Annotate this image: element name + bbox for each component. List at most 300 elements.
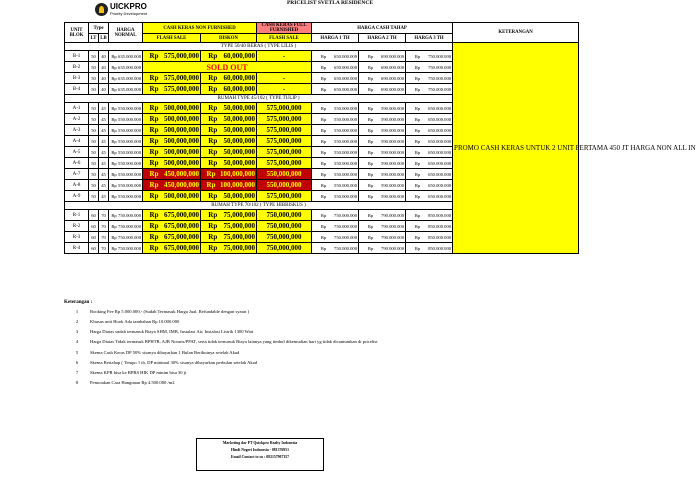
flash-sale-cell-value: 500,000,000 <box>164 126 200 134</box>
note-item <box>64 319 524 324</box>
currency-label: Rp <box>414 182 421 188</box>
diskon-cell-value: 75,000,000 <box>223 211 256 219</box>
currency-label: Rp <box>414 149 421 155</box>
flash-sale-cell <box>143 191 201 202</box>
cash-3th-cell <box>406 158 453 169</box>
lt-cell: 50 <box>89 62 99 73</box>
currency-label: Rp <box>208 52 218 60</box>
contact-line-1: Marketing dar PT Quickpro Realty Indonesia <box>222 441 298 445</box>
cash-1th-cell-value: 650.000.000 <box>334 75 358 81</box>
lt-cell: 60 <box>89 221 99 232</box>
flash-sale-cell <box>143 158 201 169</box>
diskon-cell <box>201 232 257 243</box>
diskon-cell <box>201 84 257 95</box>
cash-2th-cell <box>359 51 406 62</box>
cash-3th-cell <box>406 51 453 62</box>
cash-2th-cell <box>359 73 406 84</box>
col-harga-cash-tahap: HARGA CASH TAHAP <box>312 23 453 34</box>
col-keterangan: KETERANGAN <box>453 23 579 43</box>
cash-1th-cell <box>312 169 359 180</box>
lt-cell: 50 <box>89 103 99 114</box>
currency-label: Rp <box>208 104 218 112</box>
full-furnished-cell: 550,000,000 <box>257 169 312 180</box>
currency-label: Rp <box>111 234 117 240</box>
currency-label: Rp <box>320 160 327 166</box>
cash-1th-cell-value: 750.000.000 <box>334 223 358 229</box>
diskon-cell-value: 50,000,000 <box>223 104 256 112</box>
cash-3th-cell <box>406 210 453 221</box>
cash-3th-cell-value: 850.000.000 <box>428 212 452 218</box>
currency-label: Rp <box>320 223 327 229</box>
currency-label: Rp <box>367 75 374 81</box>
unit-cell: A-4 <box>65 136 89 147</box>
note-text: Skema KPR bisa ke BPRS HIK DP minim bisa 30 jt <box>90 370 187 375</box>
lt-cell: 50 <box>89 191 99 202</box>
currency-label: Rp <box>414 105 421 111</box>
diskon-cell <box>201 147 257 158</box>
currency-label: Rp <box>111 105 117 111</box>
currency-label: Rp <box>414 234 421 240</box>
diskon-cell-value: 75,000,000 <box>223 233 256 241</box>
unit-cell: A-7 <box>65 169 89 180</box>
cash-3th-cell-value: 650.000.000 <box>428 171 452 177</box>
currency-label: Rp <box>367 171 374 177</box>
contact-line-2: Hindi Negeri Indonesia - 081376951 <box>230 448 289 452</box>
flash-sale-cell <box>143 221 201 232</box>
normal-price-cell-value: 750.000.000 <box>118 234 142 240</box>
currency-label: Rp <box>367 127 374 133</box>
currency-label: Rp <box>367 234 374 240</box>
normal-price-cell-value: 635.000.000 <box>118 64 142 70</box>
currency-label: Rp <box>111 138 117 144</box>
flash-sale-cell <box>143 180 201 191</box>
cash-3th-cell <box>406 62 453 73</box>
full-furnished-cell: 575,000,000 <box>257 103 312 114</box>
col-lb: LB <box>100 35 107 41</box>
contact-line-3: Email Contact to us : 082157907357 <box>230 455 290 459</box>
currency-label: Rp <box>111 116 117 122</box>
cash-3th-cell-value: 650.000.000 <box>428 127 452 133</box>
lt-cell: 50 <box>89 180 99 191</box>
cash-1th-cell <box>312 114 359 125</box>
lb-cell: 40 <box>99 73 109 84</box>
cash-3th-cell-value: 750.000.000 <box>428 86 452 92</box>
diskon-cell <box>201 51 257 62</box>
notes <box>64 300 524 390</box>
currency-label: Rp <box>208 222 218 230</box>
note-number: 3 <box>75 329 79 334</box>
currency-label: Rp <box>414 86 421 92</box>
currency-label: Rp <box>320 245 327 251</box>
flash-sale-cell <box>143 84 201 95</box>
currency-label: Rp <box>111 223 117 229</box>
full-furnished-cell: 750,000,000 <box>257 210 312 221</box>
cash-2th-cell-value: 690.000.000 <box>381 53 405 59</box>
unit-cell: B-4 <box>65 84 89 95</box>
cash-1th-cell <box>312 158 359 169</box>
pricelist-table <box>64 22 696 254</box>
flash-sale-cell <box>143 125 201 136</box>
cash-3th-cell-value: 650.000.000 <box>428 105 452 111</box>
cash-3th-cell-value: 750.000.000 <box>428 64 452 70</box>
currency-label: Rp <box>320 127 327 133</box>
note-text: Booking Fee Rp 5.000.000,- (Sudah Termasuk Harga Jual, Refundable dengan syarat ) <box>90 309 250 314</box>
unit-cell: A-2 <box>65 114 89 125</box>
col-cash-keras-non: CASH KERAS NON FURNISHED <box>143 23 257 34</box>
flash-sale-cell <box>143 210 201 221</box>
currency-label: Rp <box>111 149 117 155</box>
cash-1th-cell-value: 550.000.000 <box>334 127 358 133</box>
diskon-cell-value: 50,000,000 <box>223 159 256 167</box>
flash-sale-cell-value: 500,000,000 <box>164 104 200 112</box>
currency-label: Rp <box>208 211 218 219</box>
currency-label: Rp <box>320 149 327 155</box>
currency-label: Rp <box>208 126 218 134</box>
cash-3th-cell <box>406 73 453 84</box>
cash-2th-cell <box>359 232 406 243</box>
cash-2th-cell <box>359 191 406 202</box>
cash-3th-cell-value: 650.000.000 <box>428 193 452 199</box>
normal-price-cell-value: 550.000.000 <box>118 171 142 177</box>
normal-price-cell <box>109 221 143 232</box>
cash-3th-cell <box>406 147 453 158</box>
unit-cell: A-6 <box>65 158 89 169</box>
cash-1th-cell <box>312 221 359 232</box>
lt-cell: 50 <box>89 169 99 180</box>
col-diskon: DISKON <box>201 34 257 43</box>
cash-1th-cell <box>312 84 359 95</box>
diskon-cell <box>201 103 257 114</box>
currency-label: Rp <box>320 182 327 188</box>
cash-1th-cell-value: 550.000.000 <box>334 138 358 144</box>
currency-label: Rp <box>320 75 327 81</box>
unit-cell: B-3 <box>65 73 89 84</box>
currency-label: Rp <box>149 115 159 123</box>
currency-label: Rp <box>111 160 117 166</box>
currency-label: Rp <box>208 192 218 200</box>
section-header-row <box>65 43 579 51</box>
cash-3th-cell <box>406 114 453 125</box>
full-furnished-cell: 575,000,000 <box>257 158 312 169</box>
notes-list <box>64 309 524 385</box>
pricelist-table-wrap <box>64 22 696 254</box>
cash-3th-cell <box>406 136 453 147</box>
cash-1th-cell <box>312 136 359 147</box>
full-furnished-cell: 575,000,000 <box>257 147 312 158</box>
cash-2th-cell-value: 790.000.000 <box>381 234 405 240</box>
cash-1th-cell-value: 550.000.000 <box>334 149 358 155</box>
diskon-cell <box>201 136 257 147</box>
flash-sale-cell-value: 450,000,000 <box>164 170 200 178</box>
diskon-cell-value: 75,000,000 <box>223 222 256 230</box>
currency-label: Rp <box>111 245 117 251</box>
col-harga-2th: HARGA 2 TH <box>359 34 406 43</box>
cash-1th-cell-value: 750.000.000 <box>334 245 358 251</box>
cash-2th-cell <box>359 210 406 221</box>
note-text: Pemotakan Cara Hangunan Rp 4.500.000 /m2 <box>90 380 175 385</box>
currency-label: Rp <box>320 116 327 122</box>
cash-3th-cell-value: 850.000.000 <box>428 223 452 229</box>
cash-3th-cell <box>406 180 453 191</box>
lb-cell: 45 <box>99 114 109 125</box>
flash-sale-cell-value: 500,000,000 <box>164 148 200 156</box>
diskon-cell-value: 50,000,000 <box>223 148 256 156</box>
lb-cell: 45 <box>99 191 109 202</box>
normal-price-cell-value: 550.000.000 <box>118 193 142 199</box>
cash-1th-cell <box>312 62 359 73</box>
flash-sale-cell-value: 675,000,000 <box>164 244 200 252</box>
lt-cell: 60 <box>89 243 99 254</box>
currency-label: Rp <box>111 127 117 133</box>
col-cash-keras-full: CASH KERAS FULL FURNISHED <box>257 23 312 34</box>
note-text: Khusus unit Hook Ada tambahan Rp 10.000.000 <box>90 319 180 324</box>
currency-label: Rp <box>208 159 218 167</box>
section-title: RUMAH TYPE 45/102 ( TYPE TULIP ) <box>65 95 453 103</box>
currency-label: Rp <box>111 75 117 81</box>
lt-cell: 50 <box>89 73 99 84</box>
note-item <box>64 350 524 355</box>
flash-sale-cell-value: 500,000,000 <box>164 115 200 123</box>
section-title: RUMAH TYPE 70/102 ( TYPE HIBBISKUS ) <box>65 202 453 210</box>
currency-label: Rp <box>208 233 218 241</box>
flash-sale-cell-value: 575,000,000 <box>164 52 200 60</box>
flash-sale-cell <box>143 73 201 84</box>
unit-cell: A-9 <box>65 191 89 202</box>
currency-label: Rp <box>208 148 218 156</box>
unit-cell: A-1 <box>65 103 89 114</box>
normal-price-cell <box>109 114 143 125</box>
lt-cell: 50 <box>89 84 99 95</box>
currency-label: Rp <box>367 245 374 251</box>
normal-price-cell <box>109 103 143 114</box>
section-title: TYPE 50/40 BERAS ( TYPE LILIS ) <box>65 43 453 51</box>
pricelist-body <box>65 43 696 254</box>
currency-label: Rp <box>111 171 117 177</box>
currency-label: Rp <box>367 223 374 229</box>
diskon-cell <box>201 180 257 191</box>
flash-sale-cell <box>143 114 201 125</box>
normal-price-cell-value: 550.000.000 <box>118 105 142 111</box>
diskon-cell <box>201 125 257 136</box>
currency-label: Rp <box>149 222 159 230</box>
cash-3th-cell <box>406 169 453 180</box>
diskon-cell <box>201 243 257 254</box>
note-item <box>64 370 524 375</box>
promo-note: PROMO CASH KERAS UNTUK 2 UNIT PERTAMA 450 JT HARGA NON ALL IN <box>453 43 579 254</box>
cash-1th-cell <box>312 191 359 202</box>
cash-2th-cell <box>359 125 406 136</box>
diskon-cell-value: 100,000,000 <box>220 170 256 178</box>
cash-2th-cell-value: 590.000.000 <box>381 160 405 166</box>
flash-sale-cell <box>143 147 201 158</box>
note-number: 6 <box>75 360 79 365</box>
currency-label: Rp <box>206 181 216 189</box>
cash-2th-cell-value: 590.000.000 <box>381 193 405 199</box>
note-number: 1 <box>75 309 79 314</box>
cash-1th-cell-value: 650.000.000 <box>334 53 358 59</box>
flash-sale-cell-value: 675,000,000 <box>164 211 200 219</box>
cash-2th-cell <box>359 103 406 114</box>
normal-price-cell <box>109 125 143 136</box>
flash-sale-cell-value: 575,000,000 <box>164 74 200 82</box>
lb-cell: 40 <box>99 51 109 62</box>
col-harga-3th: HARGA 3 TH <box>406 34 453 43</box>
currency-label: Rp <box>367 116 374 122</box>
diskon-cell <box>201 73 257 84</box>
unit-cell: B-1 <box>65 51 89 62</box>
full-furnished-cell: 750,000,000 <box>257 232 312 243</box>
cash-2th-cell-value: 790.000.000 <box>381 245 405 251</box>
lt-cell: 50 <box>89 114 99 125</box>
flash-sale-cell-value: 575,000,000 <box>164 85 200 93</box>
currency-label: Rp <box>208 137 218 145</box>
lt-cell: 50 <box>89 51 99 62</box>
normal-price-cell-value: 635.000.000 <box>118 53 142 59</box>
cash-3th-cell <box>406 191 453 202</box>
normal-price-cell <box>109 180 143 191</box>
diskon-cell <box>201 221 257 232</box>
currency-label: Rp <box>149 233 159 241</box>
logo-text: UICKPRO <box>110 1 147 11</box>
full-furnished-cell: 575,000,000 <box>257 125 312 136</box>
normal-price-cell <box>109 147 143 158</box>
currency-label: Rp <box>149 137 159 145</box>
note-text: Skema Bertahap ( Tempo 1 th, DP minimal 30% sisanya dibayarkan perbulan setelah Akad <box>90 360 258 365</box>
unit-cell: A-3 <box>65 125 89 136</box>
currency-label: Rp <box>320 64 327 70</box>
currency-label: Rp <box>414 116 421 122</box>
cash-1th-cell <box>312 243 359 254</box>
cash-2th-cell-value: 590.000.000 <box>381 149 405 155</box>
lb-cell: 45 <box>99 158 109 169</box>
note-number: 2 <box>75 319 79 324</box>
normal-price-cell-value: 750.000.000 <box>118 223 142 229</box>
normal-price-cell-value: 550.000.000 <box>118 138 142 144</box>
diskon-cell <box>201 158 257 169</box>
cash-3th-cell <box>406 103 453 114</box>
lb-cell: 70 <box>99 232 109 243</box>
unit-cell: R-1 <box>65 210 89 221</box>
currency-label: Rp <box>206 170 216 178</box>
lt-cell: 50 <box>89 158 99 169</box>
note-number: 7 <box>75 370 79 375</box>
logo <box>95 1 147 17</box>
note-item <box>64 380 524 385</box>
lb-cell: 45 <box>99 136 109 147</box>
currency-label: Rp <box>320 234 327 240</box>
currency-label: Rp <box>414 53 421 59</box>
normal-price-cell <box>109 158 143 169</box>
lb-cell: 40 <box>99 84 109 95</box>
col-lt: LT <box>89 34 99 43</box>
contact-box <box>196 438 324 471</box>
cash-1th-cell <box>312 51 359 62</box>
col-harga-1th: HARGA 1 TH <box>312 34 359 43</box>
unit-cell: B-2 <box>65 62 89 73</box>
cash-3th-cell <box>406 232 453 243</box>
full-furnished-cell: 575,000,000 <box>257 191 312 202</box>
normal-price-cell-value: 550.000.000 <box>118 149 142 155</box>
normal-price-cell <box>109 232 143 243</box>
cash-3th-cell <box>406 221 453 232</box>
full-furnished-cell: 750,000,000 <box>257 243 312 254</box>
diskon-cell-value: 60,000,000 <box>223 85 256 93</box>
lb-cell: 40 <box>99 62 109 73</box>
cash-3th-cell <box>406 84 453 95</box>
currency-label: Rp <box>149 148 159 156</box>
diskon-cell-value: 60,000,000 <box>223 74 256 82</box>
normal-price-cell-value: 750.000.000 <box>118 245 142 251</box>
cash-2th-cell <box>359 136 406 147</box>
lb-cell: 45 <box>99 103 109 114</box>
currency-label: Rp <box>320 105 327 111</box>
normal-price-cell <box>109 73 143 84</box>
currency-label: Rp <box>414 193 421 199</box>
cash-1th-cell <box>312 103 359 114</box>
flash-sale-cell-value: 450,000,000 <box>164 181 200 189</box>
full-furnished-cell: 750,000,000 <box>257 221 312 232</box>
diskon-cell-value: 50,000,000 <box>223 115 256 123</box>
normal-price-cell <box>109 51 143 62</box>
cash-2th-cell-value: 590.000.000 <box>381 171 405 177</box>
currency-label: Rp <box>111 64 117 70</box>
currency-label: Rp <box>149 192 159 200</box>
currency-label: Rp <box>367 105 374 111</box>
cash-1th-cell-value: 550.000.000 <box>334 105 358 111</box>
note-number: 4 <box>75 339 79 344</box>
normal-price-cell-value: 635.000.000 <box>118 86 142 92</box>
currency-label: Rp <box>149 52 159 60</box>
note-text: Harga Diatas Tidak termasuk BPHTB, AJB Notaris/PPAT, serta tidak termasuk Biaya lainnya yang timbul dikemudian hari yg tidak dicantumkan di pricelist <box>90 339 378 344</box>
currency-label: Rp <box>414 127 421 133</box>
cash-2th-cell-value: 590.000.000 <box>381 182 405 188</box>
flash-sale-cell-value: 500,000,000 <box>164 137 200 145</box>
currency-label: Rp <box>367 160 374 166</box>
full-furnished-cell: - <box>257 84 312 95</box>
cash-2th-cell-value: 590.000.000 <box>381 116 405 122</box>
diskon-cell <box>201 191 257 202</box>
note-item <box>64 309 524 314</box>
currency-label: Rp <box>208 244 218 252</box>
diskon-cell <box>201 210 257 221</box>
cash-2th-cell-value: 690.000.000 <box>381 75 405 81</box>
lb-cell: 45 <box>99 180 109 191</box>
currency-label: Rp <box>367 193 374 199</box>
normal-price-cell <box>109 62 143 73</box>
lb-cell: 70 <box>99 243 109 254</box>
note-item <box>64 339 524 344</box>
currency-label: Rp <box>367 138 374 144</box>
normal-price-cell <box>109 191 143 202</box>
currency-label: Rp <box>414 160 421 166</box>
cash-2th-cell-value: 690.000.000 <box>381 64 405 70</box>
lt-cell: 50 <box>89 136 99 147</box>
sold-out-cell <box>143 62 312 73</box>
sold-out-label: SOLD OUT <box>206 62 248 72</box>
col-unit-blok: UNIT BLOK <box>65 23 89 43</box>
logo-icon <box>95 3 108 16</box>
unit-cell: R-3 <box>65 232 89 243</box>
currency-label: Rp <box>414 245 421 251</box>
cash-3th-cell-value: 650.000.000 <box>428 116 452 122</box>
cash-3th-cell-value: 650.000.000 <box>428 160 452 166</box>
currency-label: Rp <box>149 74 159 82</box>
cash-1th-cell <box>312 180 359 191</box>
cash-3th-cell-value: 650.000.000 <box>428 182 452 188</box>
currency-label: Rp <box>111 193 117 199</box>
note-text: Skema Cash Keras DP 50% sisanya dibayarkan 1 Bulan Berikutnya setelah Akad <box>90 350 240 355</box>
cash-2th-cell <box>359 147 406 158</box>
